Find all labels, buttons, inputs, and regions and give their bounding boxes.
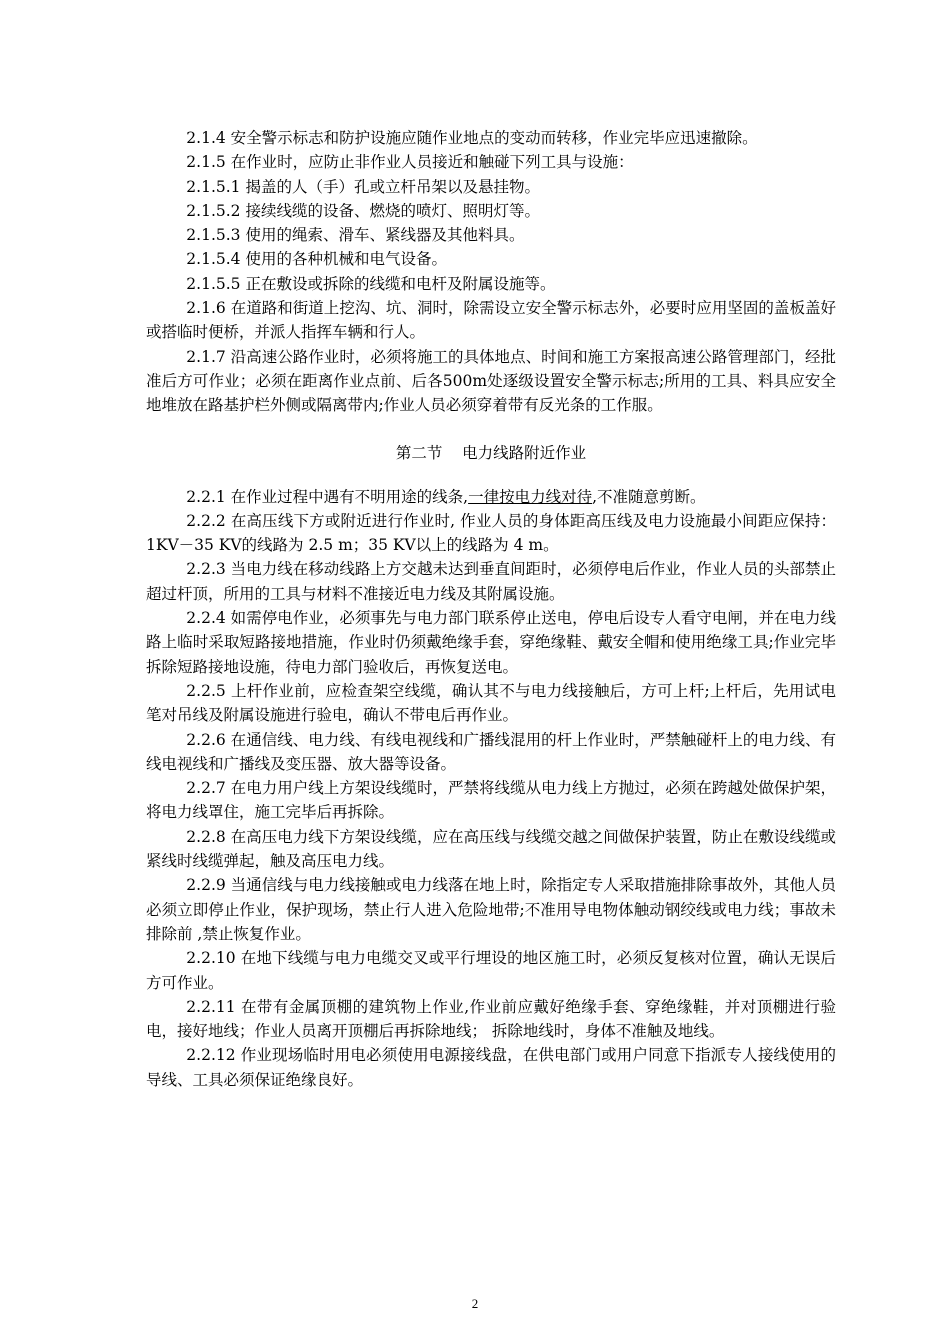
section-heading: 第二节 电力线路附近作业	[395, 443, 587, 462]
paragraph-2-2-4: 2.2.4 如需停电作业，必须事先与电力部门联系停止送电，停电后设专人看守电闸，并在电力线路上临时采取短路接地措施，作业时仍须戴绝缘手套，穿绝缘鞋、戴安全帽和使用绝缘工具;作业完毕拆除短路接地设施，待电力部门验收后，再恢复送电。	[146, 609, 836, 676]
paragraph-2-2-10: 2.2.10 在地下线缆与电力电缆交叉或平行埋设的地区施工时，必须反复核对位置，确认无误后方可作业。	[146, 949, 836, 992]
paragraph-2-2-8: 2.2.8 在高压电力线下方架设线缆，应在高压线与线缆交越之间做保护装置，防止在敷设线缆或紧线时线缆弹起，触及高压电力线。	[146, 827, 836, 871]
paragraph-2-2-11: 2.2.11 在带有金属顶棚的建筑物上作业,作业前应戴好绝缘手套、穿绝缘鞋，并对顶棚进行验电，接好地线；作业人员离开顶棚后再拆除地线； 拆除地线时，身体不准触及地线。	[146, 997, 836, 1041]
paragraph-2-2-1-text: 2.2.1 在作业过程中遇有不明用途的线条,	[186, 487, 469, 506]
paragraph-2-1-4: 2.1.4 安全警示标志和防护设施应随作业地点的变动而转移，作业完毕应迅速撤除。	[186, 129, 758, 147]
page-number: 2	[471, 1296, 479, 1311]
paragraph-2-1-5-1: 2.1.5.1 揭盖的人（手）孔或立杆吊架以及悬挂物。	[186, 177, 540, 196]
underlined-phrase: 一律按电力线对待	[468, 487, 593, 506]
paragraph-2-1-7: 2.1.7 沿高速公路作业时，必须将施工的具体地点、时间和施工方案报高速公路管理部门，经批准后方可作业；必须在距离作业点前、后各500m处逐级设置安全警示标志;所用的工具、料具应安全地堆放在路基护栏外侧或隔离带内;作业人员必须穿着带有反光条的工作服。	[146, 347, 836, 415]
paragraph-2-2-3: 2.2.3 当电力线在移动线路上方交越未达到垂直间距时，必须停电后作业，作业人员的头部禁止超过杆顶，所用的工具与材料不准接近电力线及其附属设施。	[146, 560, 836, 603]
paragraph-2-2-12: 2.2.12 作业现场临时用电必须使用电源接线盘，在供电部门或用户同意下指派专人接线使用的导线、工具必须保证绝缘良好。	[146, 1046, 836, 1089]
paragraph-2-1-5-4: 2.1.5.4 使用的各种机械和电气设备。	[186, 250, 447, 269]
paragraph-2-1-5: 2.1.5 在作业时，应防止非作业人员接近和触碰下列工具与设施：	[186, 153, 634, 172]
page-content	[146, 126, 836, 1092]
paragraph-2-1-6: 2.1.6 在道路和街道上挖沟、坑、洞时，除需设立安全警示标志外，必要时应用坚固的盖板盖好或搭临时便桥，并派人指挥车辆和行人。	[146, 299, 836, 342]
paragraph-2-2-2: 2.2.2 在高压线下方或附近进行作业时, 作业人员的身体距高压线及电力设施最小间距应保持：1KV－35 KV的线路为 2.5 m；35 KV以上的线路为 4 m。	[146, 511, 836, 555]
paragraph-2-2-6: 2.2.6 在通信线、电力线、有线电视线和广播线混用的杆上作业时，严禁触碰杆上的电力线、有线电视线和广播线及变压器、放大器等设备。	[146, 730, 836, 773]
paragraph-2-1-5-3: 2.1.5.3 使用的绳索、滑车、紧线器及其他料具。	[186, 226, 525, 245]
paragraph-2-2-5: 2.2.5 上杆作业前，应检查架空线缆，确认其不与电力线接触后，方可上杆;上杆后，先用试电笔对吊线及附属设施进行验电，确认不带电后再作业。	[146, 681, 836, 725]
paragraph-2-2-7: 2.2.7 在电力用户线上方架设线缆时，严禁将线缆从电力线上方抛过，必须在跨越处做保护架，将电力线罩住，施工完毕后再拆除。	[146, 779, 836, 822]
paragraph-2-2-1-end: ,不准随意剪断。	[592, 487, 706, 506]
paragraph-2-2-9: 2.2.9 当通信线与电力线接触或电力线落在地上时，除指定专人采取措施排除事故外，其他人员必须立即停止作业，保护现场，禁止行人进入危险地带;不准用导电物体触动钢绞线或电力线；事故未排除前 ,禁止恢复作业。	[146, 876, 836, 943]
paragraph-2-2-1	[146, 485, 836, 509]
paragraph-2-1-5-2: 2.1.5.2 接续线缆的设备、燃烧的喷灯、照明灯等。	[186, 201, 540, 220]
paragraph-2-1-5-5: 2.1.5.5 正在敷设或拆除的线缆和电杆及附属设施等。	[186, 274, 556, 293]
